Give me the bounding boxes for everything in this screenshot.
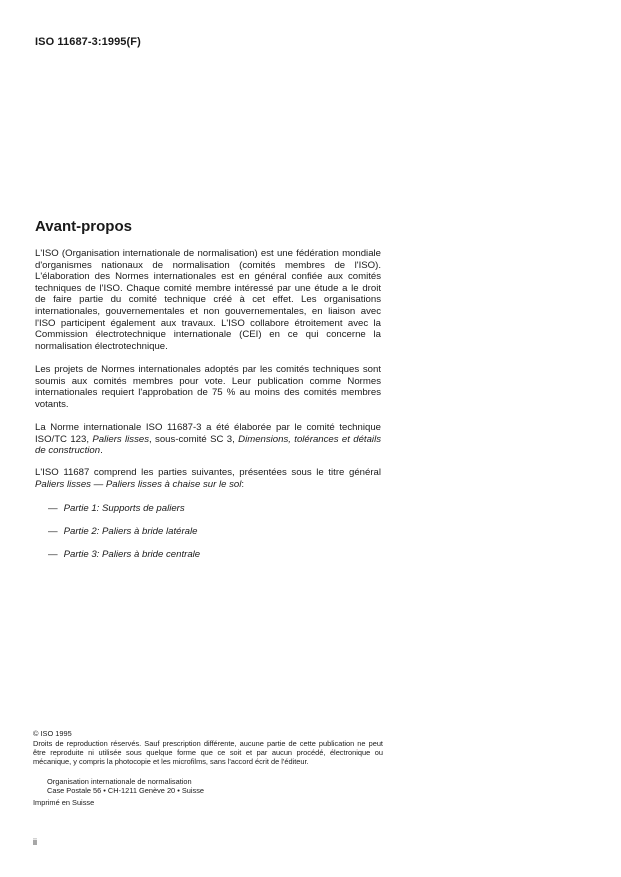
copyright-notice: © ISO 1995 (33, 729, 72, 738)
foreword-paragraph-parts (35, 467, 381, 490)
publisher-postal-address: Case Postale 56 • CH-1211 Genève 20 • Suisse (47, 786, 205, 795)
subcommittee-name: Dimensions, tolérances et détails de construction (35, 433, 381, 457)
part-title: Paliers à bride centrale (102, 549, 201, 560)
page-number: ii (33, 837, 37, 847)
general-title: Paliers lisses — Paliers lisses à chaise sur le sol (35, 478, 242, 490)
part-label: Partie 2: (63, 526, 100, 537)
printed-in: Imprimé en Suisse (33, 798, 95, 807)
list-item-part-3 (48, 549, 200, 561)
foreword-paragraph-voting: Les projets de Normes internationales adoptés par les comités techniques sont soumis aux comités membres pour vote. Leur publication comme Normes internationales requiert l'approbation de 75 % au moins des comités membres votants. (35, 364, 381, 410)
part-label: Partie 3: (63, 549, 100, 560)
list-item-part-1 (48, 503, 185, 515)
foreword-paragraph-committee (35, 422, 381, 457)
committee-text-c: . (100, 445, 103, 457)
list-dash: — (48, 503, 58, 514)
part-title: Supports de paliers (102, 503, 185, 514)
parts-intro-colon: : (241, 478, 245, 490)
parts-intro-text: L'ISO 11687 comprend les parties suivantes, présentées sous le titre général (35, 467, 381, 478)
part-title: Paliers à bride latérale (102, 526, 198, 537)
publisher-name: Organisation internationale de normalisation (47, 777, 192, 786)
list-dash: — (48, 526, 58, 537)
part-label: Partie 1: (63, 503, 100, 514)
page-title: Avant-propos (35, 218, 132, 235)
list-dash: — (48, 549, 58, 560)
publisher-address (47, 777, 397, 795)
committee-text-b: , sous-comité SC 3, (149, 433, 239, 445)
reproduction-rights: Droits de reproduction réservés. Sauf prescription différente, aucune partie de cette publication ne peut être reproduite ni utilisée sous quelque forme que ce soit et par aucun procédé, électronique ou mécanique, y compris la photocopie et les microfilms, sans l'accord écrit de l'éditeur. (33, 739, 383, 766)
committee-text-a: La Norme internationale ISO 11687-3 a été élaborée par le comité technique ISO/TC 123, (35, 422, 381, 445)
foreword-paragraph-iso: L'ISO (Organisation internationale de normalisation) est une fédération mondiale d'organismes nationaux de normalisation (comités membres de l'ISO). L'élaboration des Normes internationales est en général confiée aux comités techniques de l'ISO. Chaque comité membre intéressé par une étude a le droit de faire partie du comité technique créé à cet effet. Les organisations internationales, gouvernementales et non gouvernementales, en liaison avec l'ISO participent également aux travaux. L'ISO collabore étroitement avec la Commission électrotechnique internationale (CEI) en ce qui concerne la normalisation électrotechnique. (35, 248, 381, 352)
document-standard-id: ISO 11687-3:1995(F) (35, 36, 141, 48)
committee-name: Paliers lisses (92, 433, 150, 445)
list-item-part-2 (48, 526, 197, 538)
